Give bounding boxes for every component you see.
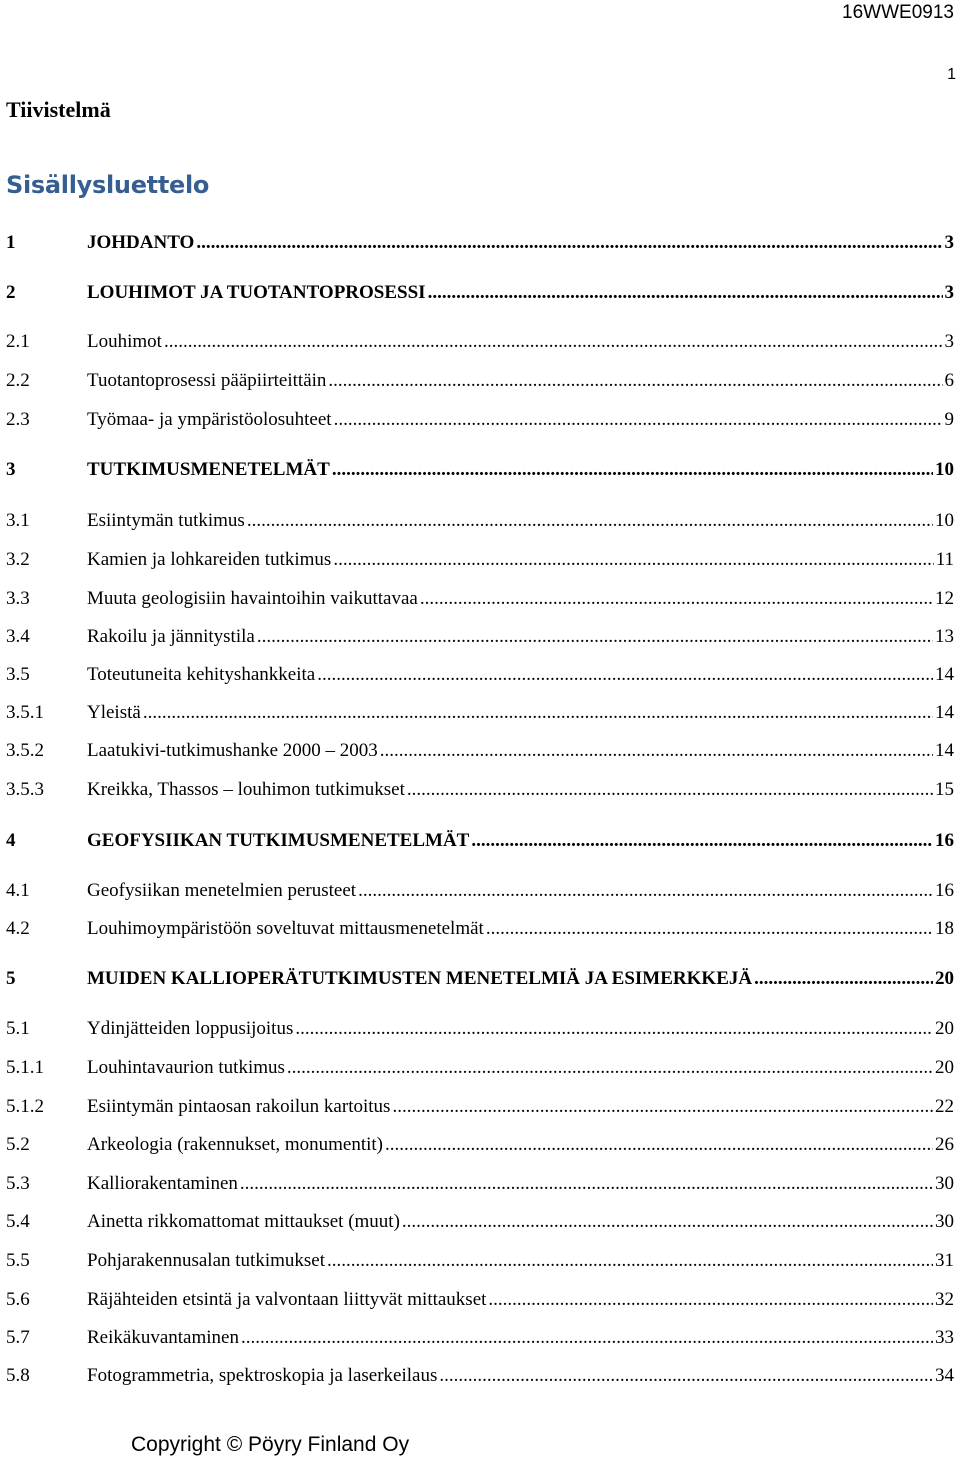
toc-dot-leader [333,545,933,575]
document-id: 16WWE0913 [842,2,954,23]
toc-entry[interactable] [0,405,960,435]
toc-entry-page: 9 [944,409,954,430]
toc-entry-row [87,584,954,614]
toc-entry-page: 20 [935,1018,954,1039]
toc-entry[interactable] [0,455,960,485]
toc-entry-page: 34 [935,1365,954,1386]
toc-entry-row [87,622,954,652]
toc-entry-number: 3.5.1 [6,702,44,723]
toc-entry-title: Arkeologia (rakennukset, monumentit) [87,1134,384,1155]
toc-entry-row [87,660,954,690]
toc-entry-row [87,1207,954,1237]
toc-entry-title: Kamien ja lohkareiden tutkimus [87,549,332,570]
toc-entry[interactable] [0,876,960,906]
toc-entry[interactable] [0,1207,960,1237]
toc-entry-number: 5.3 [6,1173,30,1194]
toc-entry-page: 6 [944,370,954,391]
toc-entry[interactable] [0,622,960,652]
toc-entry-row [87,914,954,944]
toc-entry-page: 20 [935,1057,954,1078]
toc-entry[interactable] [0,1014,960,1044]
toc-dot-leader [257,622,933,652]
toc-entry[interactable] [0,1092,960,1122]
toc-entry[interactable] [0,1053,960,1083]
toc-entry-number: 1 [6,232,16,253]
toc-entry-title: Räjähteiden etsintä ja valvontaan liittyvät mittaukset [87,1289,487,1310]
toc-entry-number: 5 [6,968,16,989]
toc-dot-leader [327,1246,933,1276]
toc-entry-title: Ydinjätteiden loppusijoitus [87,1018,294,1039]
toc-entry-title: Kalliorakentaminen [87,1173,238,1194]
toc-entry[interactable] [0,1361,960,1391]
toc-entry-row [87,1053,954,1083]
toc-entry-page: 22 [935,1096,954,1117]
toc-entry[interactable] [0,545,960,575]
toc-entry-row [87,736,954,766]
toc-entry-page: 18 [935,918,954,939]
toc-entry-page: 26 [935,1134,954,1155]
toc-entry-title: GEOFYSIIKAN TUTKIMUSMENETELMÄT [87,830,470,851]
toc-dot-leader [428,278,943,308]
toc-entry-number: 3 [6,459,16,480]
toc-dot-leader [164,327,943,357]
toc-entry-page: 10 [935,510,954,531]
toc-entry-row [87,405,954,435]
toc-entry-page: 13 [935,626,954,647]
toc-dot-leader [317,660,933,690]
toc-entry[interactable] [0,1130,960,1160]
toc-entry-page: 11 [935,549,954,570]
toc-dot-leader [471,826,933,856]
toc-dot-leader [334,405,943,435]
toc-entry-row [87,1092,954,1122]
toc-entry-number: 5.2 [6,1134,30,1155]
toc-entry[interactable] [0,327,960,357]
toc-entry[interactable] [0,506,960,536]
toc-entry-title: Rakoilu ja jännitystila [87,626,255,647]
toc-entry-title: Laatukivi-tutkimushanke 2000 – 2003 [87,740,378,761]
toc-entry[interactable] [0,1323,960,1353]
toc-entry-row [87,1246,954,1276]
toc-dot-leader [420,584,933,614]
toc-entry-number: 2 [6,282,16,303]
toc-title: Sisällysluettelo [6,171,210,199]
toc-entry[interactable] [0,228,960,258]
toc-entry-title: Reikäkuvantaminen [87,1327,239,1348]
toc-entry-number: 5.1.2 [6,1096,44,1117]
toc-entry-row [87,826,954,856]
toc-entry-number: 5.8 [6,1365,30,1386]
toc-entry-page: 14 [935,664,954,685]
toc-entry-page: 14 [935,740,954,761]
toc-entry-title: Louhimoympäristöön soveltuvat mittausmenetelmät [87,918,484,939]
toc-entry-page: 20 [935,968,954,989]
toc-entry-page: 33 [935,1327,954,1348]
toc-entry-row [87,698,954,728]
toc-entry-row [87,228,954,258]
toc-entry-number: 3.5.3 [6,779,44,800]
toc-entry[interactable] [0,584,960,614]
toc-entry-title: Toteutuneita kehityshankkeita [87,664,316,685]
toc-entry-number: 2.3 [6,409,30,430]
toc-entry-number: 5.4 [6,1211,30,1232]
toc-entry-page: 32 [935,1289,954,1310]
toc-entry-row [87,775,954,805]
toc-entry-row [87,506,954,536]
toc-dot-leader [240,1169,933,1199]
toc-dot-leader [328,366,942,396]
toc-entry[interactable] [0,1246,960,1276]
toc-entry-page: 10 [935,459,954,480]
toc-dot-leader [143,698,933,728]
toc-entry[interactable] [0,914,960,944]
toc-entry-page: 3 [944,282,954,303]
toc-entry-page: 16 [935,830,954,851]
toc-dot-leader [402,1207,933,1237]
toc-entry-title: Louhimot [87,331,162,352]
toc-entry-page: 16 [935,880,954,901]
toc-entry[interactable] [0,775,960,805]
toc-entry-title: Fotogrammetria, spektroskopia ja laserkeilaus [87,1365,438,1386]
toc-entry-page: 15 [935,779,954,800]
toc-entry-number: 5.1 [6,1018,30,1039]
toc-entry-title: TUTKIMUSMENETELMÄT [87,459,330,480]
toc-entry-page: 30 [935,1211,954,1232]
toc-entry[interactable] [0,964,960,994]
toc-dot-leader [295,1014,933,1044]
toc-entry-number: 2.2 [6,370,30,391]
toc-entry-title: Työmaa- ja ympäristöolosuhteet [87,409,332,430]
toc-entry-number: 5.5 [6,1250,30,1271]
toc-entry-title: Esiintymän tutkimus [87,510,245,531]
toc-entry-number: 3.5 [6,664,30,685]
toc-entry-page: 3 [944,331,954,352]
toc-dot-leader [358,876,933,906]
toc-entry-title: Ainetta rikkomattomat mittaukset (muut) [87,1211,400,1232]
toc-entry[interactable] [0,826,960,856]
toc-entry-row [87,455,954,485]
toc-entry-title: LOUHIMOT JA TUOTANTOPROSESSI [87,282,426,303]
toc-dot-leader [247,506,933,536]
toc-entry-row [87,1130,954,1160]
abstract-heading: Tiivistelmä [6,97,111,122]
toc-entry-row [87,327,954,357]
toc-entry-page: 12 [935,588,954,609]
toc-entry-title: Yleistä [87,702,141,723]
toc-entry-row [87,278,954,308]
page-number: 1 [947,66,956,83]
toc-entry-title: Tuotantoprosessi pääpiirteittäin [87,370,327,391]
toc-entry-number: 4.1 [6,880,30,901]
toc-dot-leader [287,1053,933,1083]
toc-entry[interactable] [0,660,960,690]
toc-entry-page: 3 [944,232,954,253]
toc-entry-row [87,1285,954,1315]
toc-entry-number: 5.7 [6,1327,30,1348]
toc-entry-number: 5.1.1 [6,1057,44,1078]
toc-entry-number: 3.4 [6,626,30,647]
toc-dot-leader [407,775,933,805]
toc-dot-leader [486,914,933,944]
toc-entry-page: 14 [935,702,954,723]
toc-entry[interactable] [0,736,960,766]
toc-entry-number: 3.3 [6,588,30,609]
toc-dot-leader [241,1323,933,1353]
toc-entry[interactable] [0,698,960,728]
toc-entry-row [87,1014,954,1044]
toc-dot-leader [332,455,933,485]
toc-entry-row [87,876,954,906]
toc-entry-row [87,545,954,575]
toc-dot-leader [196,228,942,258]
toc-entry-row [87,1323,954,1353]
toc-entry-number: 5.6 [6,1289,30,1310]
toc-dot-leader [380,736,933,766]
toc-dot-leader [488,1285,933,1315]
toc-dot-leader [754,964,933,994]
toc-entry-page: 31 [935,1250,954,1271]
toc-entry-title: Esiintymän pintaosan rakoilun kartoitus [87,1096,391,1117]
toc-entry-title: Pohjarakennusalan tutkimukset [87,1250,325,1271]
toc-entry-number: 3.5.2 [6,740,44,761]
toc-entry[interactable] [0,1285,960,1315]
toc-entry-title: MUIDEN KALLIOPERÄTUTKIMUSTEN MENETELMIÄ JA ESIMERKKEJÄ [87,968,753,989]
toc-entry-number: 4.2 [6,918,30,939]
toc-entry[interactable] [0,278,960,308]
footer-copyright: Copyright © Pöyry Finland Oy [131,1433,410,1456]
toc-entry-number: 4 [6,830,16,851]
toc-dot-leader [392,1092,933,1122]
toc-entry-number: 2.1 [6,331,30,352]
toc-entry-title: Kreikka, Thassos – louhimon tutkimukset [87,779,405,800]
toc-entry-page: 30 [935,1173,954,1194]
toc-entry-row [87,1361,954,1391]
toc-entry-row [87,964,954,994]
toc-entry-title: Louhintavaurion tutkimus [87,1057,285,1078]
toc-entry-number: 3.2 [6,549,30,570]
toc-entry-title: Muuta geologisiin havaintoihin vaikuttavaa [87,588,418,609]
toc-dot-leader [385,1130,933,1160]
toc-entry-title: JOHDANTO [87,232,195,253]
toc-entry-title: Geofysiikan menetelmien perusteet [87,880,357,901]
toc-entry[interactable] [0,366,960,396]
toc-entry-number: 3.1 [6,510,30,531]
toc-entry[interactable] [0,1169,960,1199]
toc-entry-row [87,1169,954,1199]
toc-dot-leader [439,1361,933,1391]
toc-entry-row [87,366,954,396]
